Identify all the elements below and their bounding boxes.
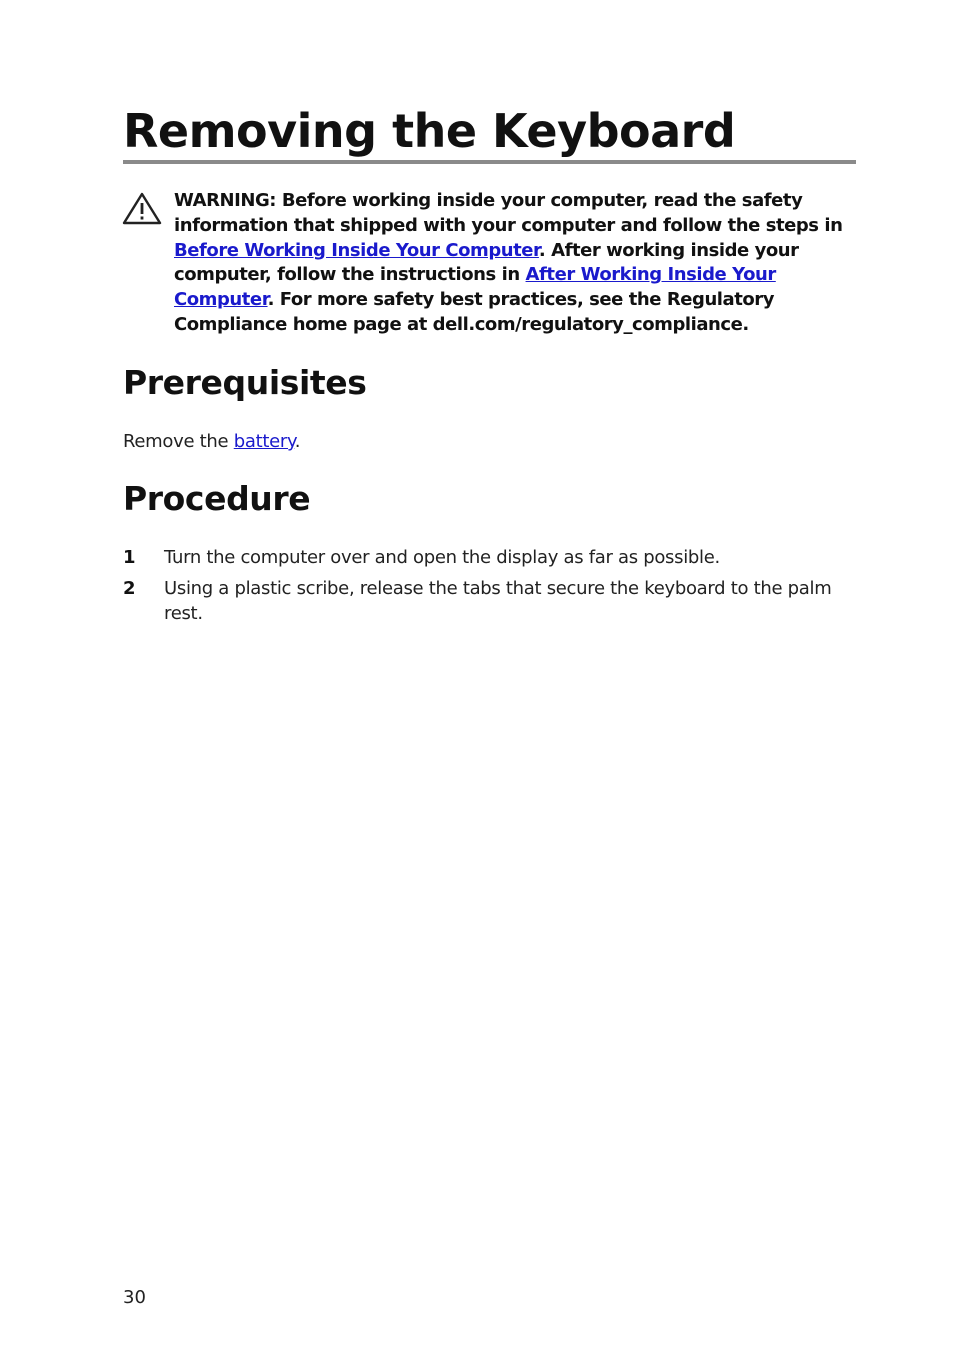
page-title: Removing the Keyboard xyxy=(123,104,736,158)
warning-triangle-icon xyxy=(122,192,162,226)
warning-text-part: . After working inside your computer, follow the instructions in xyxy=(174,239,799,286)
title-underline xyxy=(123,160,856,164)
prerequisites-text xyxy=(123,429,300,454)
step-number: 1 xyxy=(123,547,136,568)
warning-text-part: WARNING: Before working inside your computer, read the safety information that shipped with your computer and follow the steps in xyxy=(174,190,843,236)
before-working-link[interactable]: Before Working Inside Your Computer xyxy=(174,239,539,261)
step-text: Using a plastic scribe, release the tabs that secure the keyboard to the palm rest. xyxy=(164,578,832,624)
step-text: Turn the computer over and open the display as far as possible. xyxy=(164,547,720,568)
battery-link[interactable]: battery xyxy=(233,431,295,452)
prereq-text-part: Remove the xyxy=(123,431,234,452)
procedure-heading: Procedure xyxy=(123,479,311,518)
page-number: 30 xyxy=(123,1287,146,1308)
after-working-link[interactable]: After Working Inside Your Computer xyxy=(174,264,776,311)
prerequisites-heading: Prerequisites xyxy=(123,363,367,402)
step-number: 2 xyxy=(123,578,136,599)
warning-message xyxy=(174,189,844,338)
prereq-text-part: . xyxy=(294,431,301,452)
warning-text-part: . For more safety best practices, see the Regulatory Compliance home page at dell.com/regulatory_compliance. xyxy=(174,289,775,335)
